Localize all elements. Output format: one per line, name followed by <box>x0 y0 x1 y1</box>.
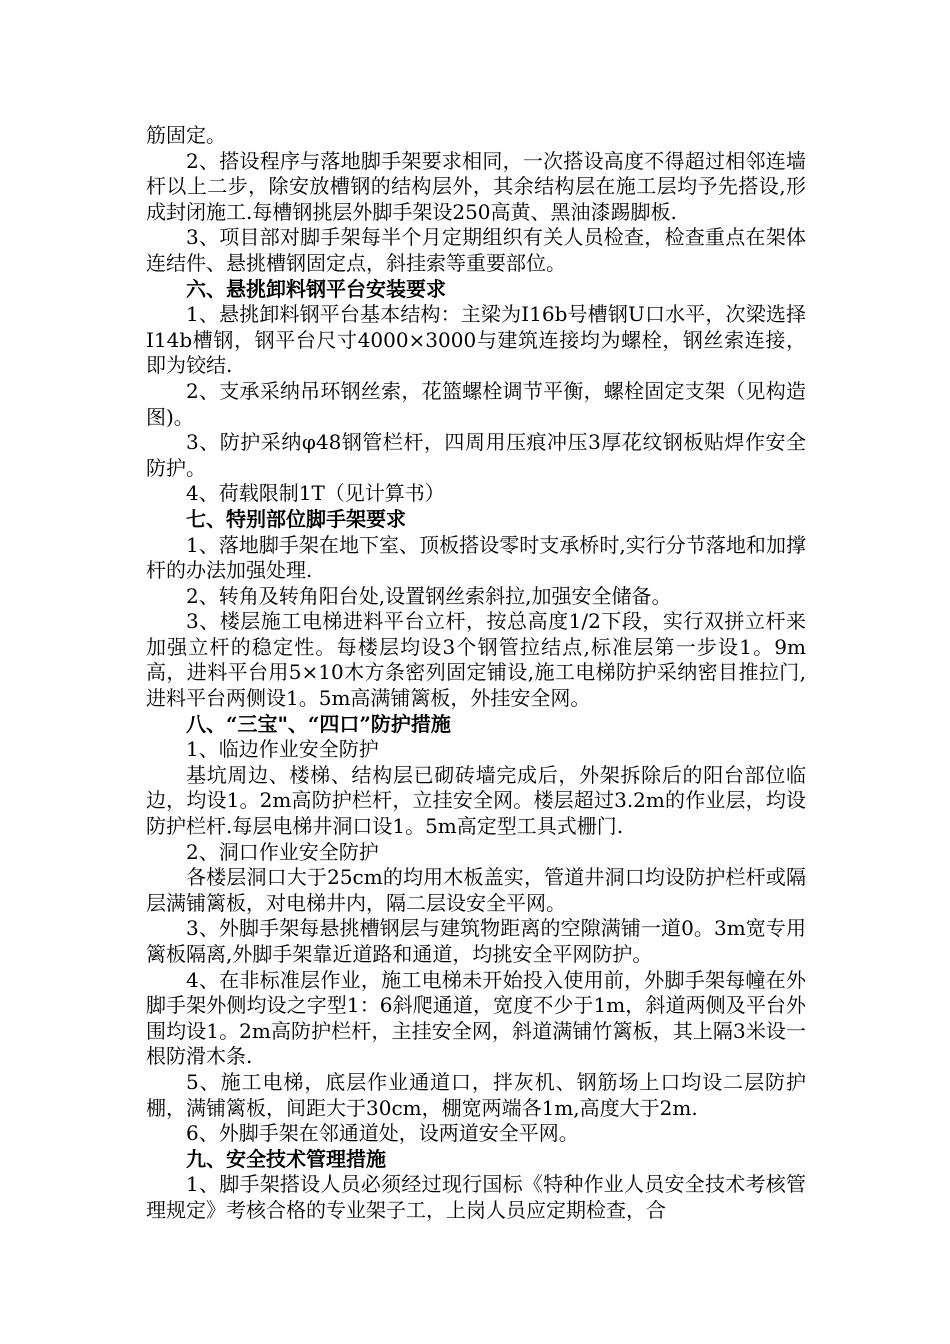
section-heading: 八、“三宝"、“四口”防护措施 <box>186 711 451 736</box>
body-paragraph: 2、洞口作业安全防护 <box>186 839 379 864</box>
body-paragraph: 6、外脚手架在邻通道处，设两道安全平网。 <box>186 1121 579 1146</box>
body-paragraph: 各楼层洞口大于25cm的均用木板盖实，管道井洞口均设防护栏杆或隔层满铺篱板，对电梯井内，隔二层设安全平网。 <box>146 865 806 915</box>
document-page <box>146 123 806 1224</box>
body-paragraph: 1、临边作业安全防护 <box>186 737 379 762</box>
section-heading: 七、特别部位脚手架要求 <box>186 506 406 531</box>
body-paragraph: 筋固定。 <box>146 123 226 147</box>
body-paragraph: 1、落地脚手架在地下室、顶板搭设零时支承桥时,实行分节落地和加撑杆的办法加强处理. <box>146 532 806 583</box>
body-paragraph: 4、荷载限制1T（见计算书） <box>186 481 445 506</box>
body-paragraph: 2、支承采纳吊环钢丝索，花篮螺栓调节平衡，螺栓固定支架（见构造图)。 <box>146 378 806 429</box>
body-paragraph: 1、脚手架搭设人员必须经过现行国标《特种作业人员安全技术考核管理规定》考核合格的专业架子工，上岗人员应定期检查，合 <box>146 1172 806 1222</box>
body-paragraph: 基坑周边、楼梯、结构层已砌砖墙完成后，外架拆除后的阳台部位临边，均设1。2m高防护栏杆，立挂安全网。楼层超过3.2m的作业层，均设防护栏杆.每层电梯井洞口设1。5m高定型工具式栅门. <box>146 762 806 839</box>
section-heading: 六、悬挑卸料钢平台安装要求 <box>186 276 446 301</box>
body-paragraph: 2、搭设程序与落地脚手架要求相同，一次搭设高度不得超过相邻连墙杆以上二步，除安放槽钢的结构层外，其余结构层在施工层均予先搭设,形成封闭施工.每槽钢挑层外脚手架设250高黄、黑油漆踢脚板. <box>146 148 806 224</box>
body-paragraph: 4、在非标准层作业，施工电梯未开始投入使用前，外脚手架每幢在外脚手架外侧均设之字型1：6斜爬通道，宽度不少于1m，斜道两侧及平台外围均设1。2m高防护栏杆，主挂安全网，斜道满铺竹篱板，其上隔3米设一根防滑木条. <box>146 967 806 1069</box>
body-paragraph: 3、外脚手架每悬挑槽钢层与建筑物距离的空隙满铺一道0。3m宽专用篱板隔离,外脚手架靠近道路和通道，均挑安全平网防护。 <box>146 916 806 966</box>
body-paragraph: 1、悬挑卸料钢平台基本结构：主梁为I16b号槽钢U口水平，次梁选择I14b槽钢，钢平台尺寸4000×3000与建筑连接均为螺栓，钢丝索连接，即为铰结. <box>146 302 806 378</box>
body-paragraph: 3、楼层施工电梯进料平台立杆，按总高度1/2下段，实行双拼立杆来加强立杆的稳定性。每楼层均设3个钢管拉结点,标准层第一步设1。9m高，进料平台用5×10木方条密列固定铺设,施工电梯防护采纳密目推拉门,进料平台两侧设1。5m高满铺篱板，外挂安全网。 <box>146 609 806 711</box>
body-paragraph: 5、施工电梯，底层作业通道口，拌灰机、钢筋场上口均设二层防护棚，满铺篱板，间距大于30cm，棚宽两端各1m,高度大于2m. <box>146 1069 806 1120</box>
section-heading: 九、安全技术管理措施 <box>186 1146 386 1171</box>
body-paragraph: 3、项目部对脚手架每半个月定期组织有关人员检查，检查重点在架体连结件、悬挑槽钢固定点，斜挂索等重要部位。 <box>146 225 806 275</box>
body-paragraph: 3、防护采纳φ48钢管栏杆，四周用压痕冲压3厚花纹钢板贴焊作安全防护。 <box>146 430 806 480</box>
body-paragraph: 2、转角及转角阳台处,设置钢丝索斜拉,加强安全储备。 <box>186 583 672 608</box>
